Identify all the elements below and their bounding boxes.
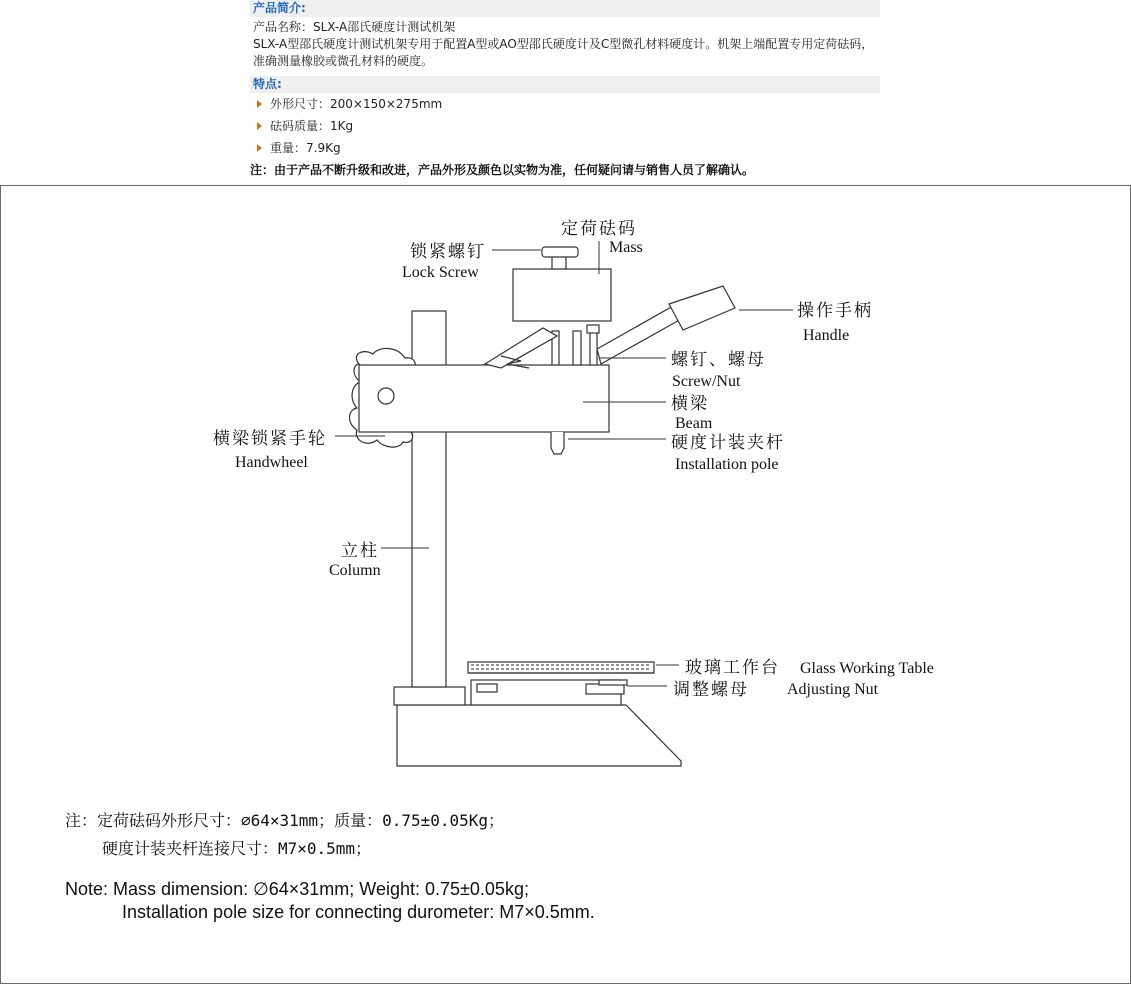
lock-screw-knob bbox=[542, 247, 578, 257]
label-lock-screw-cn: 锁紧螺钉 bbox=[410, 242, 486, 262]
bullet-arrow-icon bbox=[257, 144, 262, 152]
beam-shape bbox=[359, 365, 609, 432]
handle-grip bbox=[669, 286, 735, 330]
label-pole-en: Installation pole bbox=[675, 456, 779, 473]
dimension-notes bbox=[65, 811, 595, 922]
product-name: 产品名称：SLX-A邵氏硬度计测试机架 bbox=[253, 20, 456, 34]
glass-table bbox=[468, 662, 654, 673]
label-glass-table-cn: 玻璃工作台 bbox=[685, 658, 780, 678]
feature-text: 重量：7.9Kg bbox=[270, 141, 341, 155]
diagram-frame bbox=[0, 185, 1131, 984]
feature-text: 砝码质量：1Kg bbox=[270, 119, 354, 133]
screw-mid bbox=[573, 331, 581, 365]
bullet-arrow-icon bbox=[257, 122, 262, 130]
label-column-en: Column bbox=[329, 562, 381, 579]
feature-text: 外形尺寸：200×150×275mm bbox=[270, 97, 443, 111]
label-mass-en: Mass bbox=[609, 239, 643, 256]
label-handle-cn: 操作手柄 bbox=[797, 301, 873, 321]
screw-right bbox=[590, 331, 597, 365]
label-mass-cn: 定荷砝码 bbox=[561, 219, 637, 239]
label-handwheel-cn: 横梁锁紧手轮 bbox=[213, 429, 327, 449]
label-pole-cn: 硬度计装夹杆 bbox=[671, 433, 785, 453]
table-foot-left bbox=[477, 684, 497, 692]
mass-shape bbox=[513, 269, 611, 321]
test-stand-diagram bbox=[1, 186, 1130, 983]
label-adjusting-nut-cn: 调整螺母 bbox=[673, 680, 749, 700]
note-cn-line1: 注：定荷砝码外形尺寸：∅64×31mm；质量：0.75±0.05Kg； bbox=[65, 811, 505, 830]
label-screw-nut-en: Screw/Nut bbox=[672, 373, 741, 390]
feature-item bbox=[250, 137, 880, 159]
label-adjusting-nut-en: Adjusting Nut bbox=[787, 681, 879, 698]
label-beam-en: Beam bbox=[675, 415, 713, 432]
label-handle-en: Handle bbox=[803, 327, 850, 344]
feature-item bbox=[250, 93, 880, 115]
label-handwheel-en: Handwheel bbox=[235, 454, 308, 471]
disclaimer-notice: 注：由于产品不断升级和改进，产品外形及颜色以实物为准，任何疑问请与销售人员了解确认。 bbox=[250, 163, 755, 177]
adjusting-nut-top bbox=[599, 680, 627, 685]
features-heading: 特点: bbox=[250, 76, 880, 93]
base-shape bbox=[397, 705, 681, 766]
product-description-2: 准确测量橡胶或微孔材料的硬度。 bbox=[253, 54, 434, 68]
note-en-line1: Note: Mass dimension: ∅64×31mm; Weight: 0.75±0.05kg; bbox=[65, 879, 529, 899]
bullet-arrow-icon bbox=[257, 100, 262, 108]
label-glass-table-en: Glass Working Table bbox=[800, 660, 934, 677]
product-description-1: SLX-A型邵氏硬度计测试机架专用于配置A型或AO型邵氏硬度计及C型微孔材料硬度计。机架上端配置专用定荷砝码， bbox=[253, 37, 874, 51]
label-lock-screw-en: Lock Screw bbox=[402, 264, 479, 281]
installation-pole-shape bbox=[551, 432, 564, 454]
intro-heading: 产品简介: bbox=[250, 0, 880, 17]
label-beam-cn: 横梁 bbox=[671, 394, 709, 414]
nut-shape bbox=[587, 325, 599, 333]
note-cn-line2: 硬度计装夹杆连接尺寸：M7×0.5mm； bbox=[102, 839, 372, 858]
beam-hole bbox=[378, 388, 394, 404]
feature-item bbox=[250, 115, 880, 137]
handle-lever bbox=[485, 328, 557, 368]
product-intro-panel bbox=[250, 0, 880, 179]
note-en-line2: Installation pole size for connecting durometer: M7×0.5mm. bbox=[122, 902, 595, 922]
label-screw-nut-cn: 螺钉、螺母 bbox=[671, 350, 766, 370]
column-foot bbox=[394, 687, 465, 705]
label-column-cn: 立柱 bbox=[341, 541, 379, 561]
